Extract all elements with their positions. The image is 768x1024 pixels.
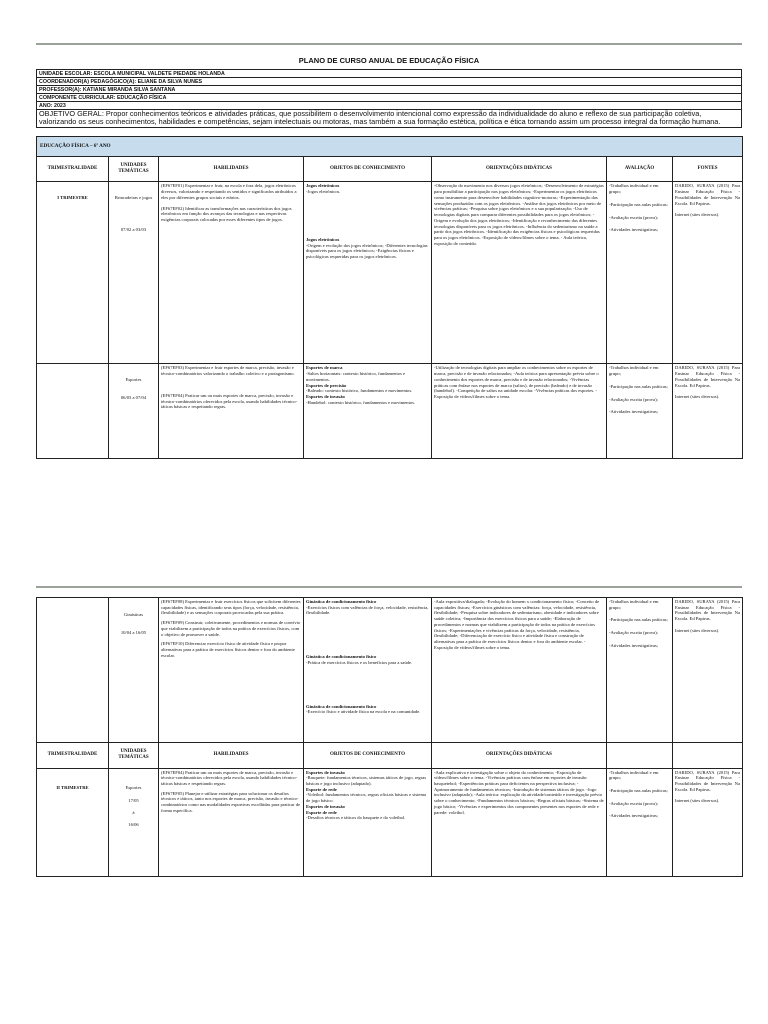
object-text: -Saltos horizontais: contexto histórico, fundamentos e movimentos. bbox=[306, 371, 406, 382]
header-objetos: OBJETOS DE CONHECIMENTO bbox=[304, 156, 432, 182]
header-habilidades: HABILIDADES bbox=[159, 743, 304, 769]
object-title: Jogos eletrônicos bbox=[306, 183, 340, 189]
evaluation-cell bbox=[607, 598, 673, 743]
table-row bbox=[37, 364, 743, 459]
skills-cell bbox=[159, 598, 304, 743]
skills-cell bbox=[159, 364, 304, 459]
skill: (EF67EF04) Praticar um ou mais esportes de marca, precisão, invasão e técnico-combinatórios oferecidos pela escola, usando habilidades técnico-táticas básicas e respeitando regras. bbox=[161, 392, 298, 410]
general-objective: OBJETIVO GERAL: Propor conhecimentos teóricos e atividades práticas, que possibilitem o desenvolvimento intencional como expressão da individualidade do aluno e reflexo de sua participação coletiva, valorizando os seus conhecimentos, habilidades e competências, sejam intelectuais ou motoras, mas também a sua formação estética, política e ética tornando assim um processo integral da formação humana. bbox=[37, 110, 742, 128]
eval-item: -Participação nas aulas práticas; bbox=[609, 383, 668, 389]
unit-cell bbox=[109, 182, 159, 364]
general-objective-table bbox=[36, 110, 742, 128]
plan-table-page-1 bbox=[36, 136, 743, 459]
header-fontes-empty bbox=[673, 743, 743, 769]
object-text: -Prática de exercícios físicos e os benefícios para a saúde. bbox=[306, 659, 413, 665]
header-avaliacao-empty bbox=[607, 743, 673, 769]
source-main: DARIDO, SURAYA (2015) Para Ensinar Educação Física - Possibilidades de Intervenção Na Escola. Ed Papirus. bbox=[675, 365, 741, 388]
page-top-rule bbox=[36, 586, 742, 588]
unit-dates: 07/02 a 03/03 bbox=[120, 227, 147, 233]
didactic-cell: -Aula explicativa e investigação sobre o objeto do conhecimento; -Exposição de vídeos/filmes sobre o tema. -Vivências práticas com ênfase em esportes de invasão: basquetebol; -Experiências práticas para deficientes na perspectiva inclusiva; -Aprimoramento de fundamentos técnicos; -Introdução de sistemas táticos de jogo. -Jogo inclusivo (adaptado); -Aula teórica: explicação da atividade/conteúdo e investigação prévia sobre o conhecimento; -Fundamentos técnicos básicos; -Regras oficiais básicas; -Sistema de jogo básico; -Vivências e experimentos dos componentes presentes nos esportes de rede e parede: voleibol. bbox=[432, 768, 607, 876]
skill: (EF67EF04) Praticar um ou mais esportes de marca, precisão, invasão e técnico-combinatórios oferecidos pela escola, usando habilidades técnico-táticas básicas e respeitando regras. bbox=[161, 769, 298, 786]
curricular-component: COMPONENTE CURRICULAR: EDUCAÇÃO FÍSICA bbox=[37, 94, 742, 102]
didactic-cell: -Observação do movimento nos diversos jogos eletrônicos; -Desenvolvimento de estratégias para possibilitar a participação nos jogos eletrônicos; -Experimentar os jogos eletrônicos como instrumento para desenvolver habilidades cognitivo-motoras; -Experimentação das sensações produzidas com os jogos eletrônicos. -Análise dos jogos eletrônicos por meio de vivências práticas; -Pesquisa sobre jogos eletrônicos e a sua popularização; -Uso de tecnologias digitais para comparar diferentes possibilidades para os jogos eletrônicos; -Origem e evolução dos jogos eletrônicos; -Identificação e reconhecimento das diferentes tecnologias disponíveis para os jogos eletrônicos. -Influência do sedentarismo na saúde a partir dos jogos eletrônicos. -Identificação das exigências físicas e psicológicas requeridas para os jogos eletrônicos. -Exposição de vídeos/filmes sobre o tema. - Aula teórica, exposição de conteúdo. bbox=[432, 182, 607, 364]
eval-item: -Participação nas aulas práticas; bbox=[609, 201, 668, 207]
page-top-rule bbox=[36, 43, 742, 45]
object-text: -Jogos eletrônicos. bbox=[306, 189, 341, 195]
unit-name: Brincadeiras e jogos bbox=[114, 195, 153, 201]
object-title: Esportes de invasão bbox=[306, 394, 345, 400]
source-main: DARIDO, SURAYA (2015) Para Ensinar Educação Física - Possibilidades de Intervenção Na Escola. Ed Papirus. bbox=[675, 599, 740, 622]
evaluation-cell bbox=[607, 182, 673, 364]
page-2 bbox=[36, 597, 742, 877]
source-main: DARIDO, SURAYA (2015) Para Ensinar Educação Física - Possibilidades de Intervenção Na Escola. Ed Papirus. bbox=[675, 183, 741, 206]
plan-table-page-2 bbox=[36, 597, 743, 877]
skill: (EF67EF03) Experimentar e fruir esportes de marca, precisão, invasão e técnico-combinatórios valorizando o trabalho coletivo e o protagonismo. bbox=[161, 365, 295, 377]
object-title: Esporte de rede bbox=[306, 809, 337, 815]
eval-item: -Trabalhos individual e em grupo; bbox=[609, 769, 659, 781]
table-row bbox=[37, 598, 743, 743]
table-header bbox=[37, 743, 743, 769]
header-trimestralidade: TRIMESTRALIDADE bbox=[37, 743, 109, 769]
header-trimestralidade: TRIMESTRALIDADE bbox=[37, 156, 109, 182]
school-unit: UNIDADE ESCOLAR: ESCOLA MUNICIPAL VALDETE PIEDADE HOLANDA bbox=[37, 70, 742, 78]
unit-date-to: 16/06 bbox=[128, 821, 139, 827]
sources-cell bbox=[673, 364, 743, 459]
trimester-empty bbox=[37, 598, 109, 743]
source-internet: Internet (sites diversos). bbox=[675, 394, 720, 400]
didactic-cell: -Aula expositiva/dialogada; -Evolução do homem x condicionamento físico; -Conceito de capacidades físicas; -Exercícios ginásticos com valências: força, velocidade, resistência, flexibilidade; -Pesquisa sobre indicadores de sedentarismo, obesidade e indicadores sobre saúde coletiva; -Importância dos exercícios físicos para a saúde; -Elaboração de procedimentos e normas que viabilizem a participação de todos na prática de exercícios físicos; -Experimentações e vivências práticas da força, velocidade, resistência, flexibilidade; -Diferenciação de exercício físico e atividade física e construção de alternativas para a prática de exercícios físicos dentro e fora do ambiente escolar. -Exposição de vídeos/filmes sobre o tema. bbox=[432, 598, 607, 743]
object-title: Esportes de invasão bbox=[306, 803, 345, 809]
table-header bbox=[37, 156, 743, 182]
object-text: -Basquete: fundamentos técnicos, sistemas táticos de jogo, regras básicas e jogo inclusivo (adaptado). bbox=[306, 775, 427, 786]
header-orientacoes: ORIENTAÇÕES DIDÁTICAS bbox=[432, 743, 607, 769]
unit-cell bbox=[109, 598, 159, 743]
unit-name: Esportes bbox=[125, 377, 142, 383]
unit-name: Esportes bbox=[125, 784, 142, 790]
eval-item: -Trabalhos individual e em grupo; bbox=[609, 365, 659, 377]
object-title: Jogos eletrônicos bbox=[306, 236, 340, 242]
header-orientacoes: ORIENTAÇÕES DIDÁTICAS bbox=[432, 156, 607, 182]
skill: (EF67EF09) Construir, coletivamente, procedimentos e normas de convívio que viabilizem a participação de todos na prática de exercícios físicos, com o objetivo de promover a saúde. bbox=[161, 620, 301, 637]
header-habilidades: HABILIDADES bbox=[159, 156, 304, 182]
object-title: Esportes de precisão bbox=[306, 382, 347, 388]
coordinator: COORDENADOR(A) PEDAGÓGICO(A): ELIANE DA SILVA NUNES bbox=[37, 78, 742, 86]
objects-cell bbox=[304, 364, 432, 459]
sources-cell bbox=[673, 598, 743, 743]
didactic-cell: -Utilização de tecnologias digitais para ampliar os conhecimentos sobre os esportes de marca, precisão e de invasão relacionados; -Aula teórica para apresentação prévia sobre o conhecimento dos esportes de marca, precisão e de invasão relacionados; -Vivências práticas com ênfase nos esportes de marca (saltos), de precisão (baleado) e de invasão (handebol). -Competição de saltos na unidade escolar. -Vivências práticas dos esportes. -Exposição de vídeos/filmes sobre o tema. bbox=[432, 364, 607, 459]
source-main: DARIDO, SURAYA (2015) Para Ensinar Educação Física - Possibilidades de Intervenção Na Escola. Ed Papirus. bbox=[675, 769, 740, 792]
trimester-text: II TRIMESTRE bbox=[56, 784, 89, 790]
unit-date-sep: à bbox=[132, 809, 135, 815]
skill: (EF67EF02) Identificar as transformações nas características dos jogos eletrônicos em função dos avanços das tecnologias e nas respectivas exigências corporais colocadas por esses diferentes tipos de jogos. bbox=[161, 205, 292, 223]
object-title: Esportes de invasão bbox=[306, 769, 345, 775]
objects-cell bbox=[304, 598, 432, 743]
objects-cell bbox=[304, 182, 432, 364]
skill: (EF67EF01) Experimentar e fruir, na escola e fora dela, jogos eletrônicos diversos, valorizando e respeitando os sentidos e significados atribuídos a eles por diferentes grupos sociais e etários. bbox=[161, 183, 297, 200]
trimester-label bbox=[37, 182, 109, 364]
eval-item: -Participação nas aulas práticas; bbox=[609, 787, 668, 793]
eval-item: -Avaliação escrita (prova); bbox=[609, 800, 658, 806]
skill: (EF67EF08) Experimentar e fruir exercícios físicos que solicitem diferentes capacidades físicas, identificando seus tipos (força, velocidade, resistência, flexibilidade) e as sensações corporais provocadas pela sua prática. bbox=[161, 599, 301, 616]
sources-cell bbox=[673, 182, 743, 364]
page-title: PLANO DE CURSO ANUAL DE EDUCAÇÃO FÍSICA bbox=[298, 56, 480, 65]
object-text: -Handebol: contexto histórico, fundamentos e movimentos. bbox=[306, 399, 416, 405]
table-row bbox=[37, 182, 743, 364]
trimester-empty bbox=[37, 364, 109, 459]
object-text: -Exercício físico e atividade física na escola e na comunidade. bbox=[306, 709, 421, 715]
object-text: -Desafios técnicos e táticos do basquete e do voleibol. bbox=[306, 815, 406, 821]
object-title: Ginástica de condicionamento físico bbox=[306, 703, 377, 709]
trimester-text: I TRIMESTRE bbox=[57, 195, 88, 201]
header-unidades: UNIDADES TEMÁTICAS bbox=[109, 743, 159, 769]
eval-item: -Avaliação escrita (prova); bbox=[609, 630, 658, 636]
grade-band: EDUCAÇÃO FÍSICA – 6º ANO bbox=[37, 137, 743, 157]
trimester-label bbox=[37, 768, 109, 876]
object-text: -Exercícios físicos com valências de força, velocidade, resistência, flexibilidade. bbox=[306, 604, 429, 616]
skill: (EF67EF05) Planejar e utilizar estratégias para solucionar os desafios técnicos e táticos, tanto nos esportes de marca, precisão, invasão e técnico-combinatórios como nas modalidades esportivas escolhidas para praticar de forma específica. bbox=[161, 790, 301, 813]
teacher: PROFESSOR(A): KATIANE MIRANDA SILVA SANTANA bbox=[37, 86, 742, 94]
object-text: -Voleibol: fundamentos técnicos, regras oficiais básicas e sistema de jogo básico. bbox=[306, 792, 427, 804]
unit-date-from: 17/05 bbox=[128, 798, 139, 804]
evaluation-cell bbox=[607, 768, 673, 876]
skills-cell bbox=[159, 768, 304, 876]
object-title: Ginástica de condicionamento físico bbox=[306, 599, 377, 604]
page-1 bbox=[36, 56, 742, 459]
header-objetos: OBJETOS DE CONHECIMENTO bbox=[304, 743, 432, 769]
object-title: Ginástica de condicionamento físico bbox=[306, 654, 377, 660]
eval-item: -Atividades investigativas; bbox=[609, 813, 659, 819]
object-text: -Baleado: contexto histórico, fundamentos e movimentos. bbox=[306, 388, 413, 394]
eval-item: -Trabalhos individual e em grupo; bbox=[609, 599, 659, 610]
source-internet: Internet (sites diversos). bbox=[675, 798, 720, 804]
header-avaliacao: AVALIAÇÃO bbox=[607, 156, 673, 182]
unit-name: Ginásticas bbox=[123, 612, 144, 617]
eval-item: -Participação nas aulas práticas; bbox=[609, 617, 668, 623]
eval-item: -Atividades investigativas; bbox=[609, 409, 659, 415]
header-unidades: UNIDADES TEMÁTICAS bbox=[109, 156, 159, 182]
eval-item: -Trabalhos individual e em grupo; bbox=[609, 183, 659, 195]
unit-dates: 06/03 a 07/04 bbox=[120, 395, 147, 401]
table-row bbox=[37, 768, 743, 876]
eval-item: -Avaliação escrita (prova); bbox=[609, 214, 658, 220]
eval-item: -Atividades investigativas; bbox=[609, 227, 659, 233]
eval-item: -Avaliação escrita (prova); bbox=[609, 396, 658, 402]
object-title: Esportes de marca bbox=[306, 365, 343, 371]
source-internet: Internet (sites diversos). bbox=[675, 212, 720, 218]
unit-cell bbox=[109, 364, 159, 459]
header-fontes: FONTES bbox=[673, 156, 743, 182]
sources-cell bbox=[673, 768, 743, 876]
skills-cell bbox=[159, 182, 304, 364]
skill: (EF67EF10) Diferenciar exercício físico de atividade física e propor alternativas para a prática de exercícios físicos dentro e fora do ambiente escolar. bbox=[161, 641, 295, 658]
unit-cell bbox=[109, 768, 159, 876]
school-info-table bbox=[36, 69, 742, 110]
objects-cell bbox=[304, 768, 432, 876]
source-internet: Internet (sites diversos). bbox=[675, 627, 720, 633]
eval-item: -Atividades investigativas; bbox=[609, 642, 659, 648]
object-text: -Origem e evolução dos jogos eletrônicos; -Diferentes tecnologias disponíveis para os jogos eletrônicos; -Exigências físicas e psicológicas requeridas para os jogos eletrônicos. bbox=[306, 242, 428, 260]
unit-dates: 10/04 a 16/05 bbox=[120, 629, 147, 635]
evaluation-cell bbox=[607, 364, 673, 459]
object-title: Esporte de rede bbox=[306, 786, 337, 792]
year: ANO: 2023 bbox=[37, 102, 742, 110]
